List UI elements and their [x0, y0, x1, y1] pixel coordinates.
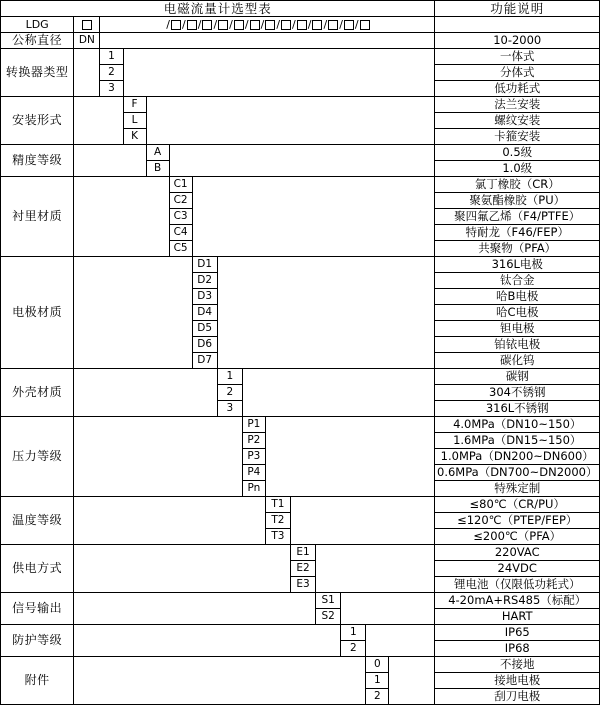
desc-lining-4: 特耐龙（F46/FEP）	[435, 225, 600, 241]
desc-electrode-1: 316L电极	[435, 257, 600, 273]
desc-electrode-4: 哈C电极	[435, 305, 600, 321]
desc-pressure-4: 0.6MPa（DN700~DN2000）	[435, 465, 600, 481]
code-pressure-2: P2	[242, 433, 265, 449]
model-code-row	[1, 17, 600, 33]
checkbox-icon	[281, 20, 291, 30]
code-lining-1: C1	[169, 177, 192, 193]
checkbox-icon	[297, 20, 307, 30]
row-label-temperature-rating: 温度等级	[1, 497, 74, 545]
checkbox-icon	[328, 20, 338, 30]
checkbox-icon	[202, 20, 212, 30]
code-lining-5: C5	[169, 241, 192, 257]
desc-lining-2: 聚氨酯橡胶（PU）	[435, 193, 600, 209]
desc-protection-2: IP68	[435, 641, 600, 657]
spacer	[74, 369, 217, 417]
desc-accessory-1: 不接地	[435, 657, 600, 673]
desc-shell-3: 316L不锈钢	[435, 401, 600, 417]
desc-accuracy-1: 0.5级	[435, 145, 600, 161]
desc-power-1: 220VAC	[435, 545, 600, 561]
code-electrode-2: D2	[192, 273, 217, 289]
code-electrode-3: D3	[192, 289, 217, 305]
row-label-lining-material: 衬里材质	[1, 177, 74, 257]
checkbox-icon	[234, 20, 244, 30]
code-electrode-1: D1	[192, 257, 217, 273]
spacer	[100, 33, 435, 49]
desc-signal-2: HART	[435, 609, 600, 625]
code-power-3: E3	[291, 577, 316, 593]
row-label-electrode-material: 电极材质	[1, 257, 74, 369]
code-electrode-4: D4	[192, 305, 217, 321]
code-power-1: E1	[291, 545, 316, 561]
desc-accuracy-2: 1.0级	[435, 161, 600, 177]
table-title-row	[1, 1, 600, 17]
table-row	[1, 593, 600, 609]
desc-shell-1: 碳钢	[435, 369, 600, 385]
desc-temperature-3: ≤200℃（PFA）	[435, 529, 600, 545]
desc-pressure-5: 特殊定制	[435, 481, 600, 497]
code-accuracy-2: B	[146, 161, 169, 177]
desc-accessory-2: 接地电极	[435, 673, 600, 689]
spacer	[341, 593, 435, 625]
checkbox-icon	[265, 20, 275, 30]
code-converter-2: 2	[100, 65, 123, 81]
code-electrode-5: D5	[192, 321, 217, 337]
code-lining-2: C2	[169, 193, 192, 209]
row-label-install-type: 安装形式	[1, 97, 74, 145]
table-row	[1, 145, 600, 161]
desc-electrode-5: 钽电极	[435, 321, 600, 337]
checkbox-icon	[187, 20, 197, 30]
table-row	[1, 97, 600, 113]
row-label-converter-type: 转换器类型	[1, 49, 74, 97]
table-row	[1, 49, 600, 65]
desc-electrode-6: 铂铱电极	[435, 337, 600, 353]
row-label-protection-rating: 防护等级	[1, 625, 74, 657]
model-code-desc-blank	[435, 17, 600, 33]
table-row	[1, 257, 600, 273]
checkbox-icon	[312, 20, 322, 30]
table-row	[1, 497, 600, 513]
code-install-2: L	[123, 113, 146, 129]
spacer	[291, 497, 435, 545]
desc-accessory-3: 刮刀电极	[435, 689, 600, 705]
code-protection-1: 1	[341, 625, 366, 641]
spacer	[169, 145, 435, 177]
code-install-3: K	[123, 129, 146, 145]
desc-pressure-2: 1.6MPa（DN15~150）	[435, 433, 600, 449]
row-label-nominal-diameter: 公称直径	[1, 33, 74, 49]
function-header: 功能说明	[435, 1, 600, 17]
table-row	[1, 657, 600, 673]
checkbox-icon	[171, 20, 181, 30]
desc-install-2: 螺纹安装	[435, 113, 600, 129]
desc-install-1: 法兰安装	[435, 97, 600, 113]
row-label-power-supply: 供电方式	[1, 545, 74, 593]
desc-converter-3: 低功耗式	[435, 81, 600, 97]
model-code-sequence: / / / / / / / / / / / / /	[100, 17, 435, 33]
code-pressure-3: P3	[242, 449, 265, 465]
code-shell-3: 3	[217, 401, 242, 417]
code-shell-2: 2	[217, 385, 242, 401]
checkbox-icon	[250, 20, 260, 30]
spacer	[242, 369, 435, 417]
page-title: 电磁流量计选型表	[1, 1, 435, 17]
row-label-accessories: 附件	[1, 657, 74, 705]
desc-electrode-7: 碳化钨	[435, 353, 600, 369]
code-dn: DN	[74, 33, 100, 49]
spacer	[74, 257, 192, 369]
row-label-accuracy: 精度等级	[1, 145, 74, 177]
spacer	[389, 657, 435, 705]
spacer	[74, 545, 291, 593]
spacer	[192, 177, 435, 257]
code-accessory-2: 1	[366, 673, 389, 689]
table-row	[1, 369, 600, 385]
code-pressure-5: Pn	[242, 481, 265, 497]
code-temperature-2: T2	[265, 513, 290, 529]
code-signal-1: S1	[316, 593, 341, 609]
code-electrode-6: D6	[192, 337, 217, 353]
table-row	[1, 625, 600, 641]
spacer	[74, 625, 341, 657]
spacer	[217, 257, 435, 369]
desc-protection-1: IP65	[435, 625, 600, 641]
spacer	[74, 657, 366, 705]
spacer	[316, 545, 435, 593]
desc-temperature-1: ≤80℃（CR/PU）	[435, 497, 600, 513]
code-converter-3: 3	[100, 81, 123, 97]
code-lining-4: C4	[169, 225, 192, 241]
code-temperature-3: T3	[265, 529, 290, 545]
code-accessory-1: 0	[366, 657, 389, 673]
spacer	[123, 49, 435, 97]
code-install-1: F	[123, 97, 146, 113]
row-label-shell-material: 外壳材质	[1, 369, 74, 417]
desc-pressure-3: 1.0MPa（DN200~DN600）	[435, 449, 600, 465]
checkbox-icon	[344, 20, 354, 30]
code-protection-2: 2	[341, 641, 366, 657]
desc-shell-2: 304不锈钢	[435, 385, 600, 401]
desc-electrode-2: 钛合金	[435, 273, 600, 289]
row-label-signal-output: 信号输出	[1, 593, 74, 625]
checkbox-icon	[82, 20, 92, 30]
desc-converter-2: 分体式	[435, 65, 600, 81]
spacer	[74, 145, 146, 177]
desc-nominal-diameter: 10-2000	[435, 33, 600, 49]
desc-signal-1: 4-20mA+RS485（标配）	[435, 593, 600, 609]
spacer	[74, 417, 243, 497]
desc-pressure-1: 4.0MPa（DN10~150）	[435, 417, 600, 433]
desc-lining-5: 共聚物（PFA）	[435, 241, 600, 257]
desc-power-2: 24VDC	[435, 561, 600, 577]
code-accessory-3: 2	[366, 689, 389, 705]
desc-install-3: 卡箍安装	[435, 129, 600, 145]
table-row	[1, 33, 600, 49]
spacer	[265, 417, 435, 497]
desc-lining-3: 聚四氟乙烯（F4/PTFE）	[435, 209, 600, 225]
code-power-2: E2	[291, 561, 316, 577]
code-temperature-1: T1	[265, 497, 290, 513]
table-row	[1, 417, 600, 433]
desc-temperature-2: ≤120℃（PTEP/FEP）	[435, 513, 600, 529]
desc-lining-1: 氯丁橡胶（CR）	[435, 177, 600, 193]
checkbox-icon	[360, 20, 370, 30]
spacer	[74, 49, 100, 97]
spacer	[146, 97, 435, 145]
spacer	[74, 97, 123, 145]
spacer	[366, 625, 435, 657]
code-lining-3: C3	[169, 209, 192, 225]
table-row	[1, 177, 600, 193]
code-pressure-1: P1	[242, 417, 265, 433]
checkbox-icon	[218, 20, 228, 30]
model-box-1	[74, 17, 100, 33]
table-row	[1, 545, 600, 561]
code-pressure-4: P4	[242, 465, 265, 481]
code-converter-1: 1	[100, 49, 123, 65]
code-shell-1: 1	[217, 369, 242, 385]
code-electrode-7: D7	[192, 353, 217, 369]
desc-electrode-3: 哈B电极	[435, 289, 600, 305]
model-prefix: LDG	[1, 17, 74, 33]
spacer	[74, 177, 169, 257]
row-label-pressure-rating: 压力等级	[1, 417, 74, 497]
spacer	[74, 497, 266, 545]
desc-converter-1: 一体式	[435, 49, 600, 65]
code-signal-2: S2	[316, 609, 341, 625]
desc-power-3: 锂电池（仅限低功耗式）	[435, 577, 600, 593]
code-accuracy-1: A	[146, 145, 169, 161]
spacer	[74, 593, 316, 625]
